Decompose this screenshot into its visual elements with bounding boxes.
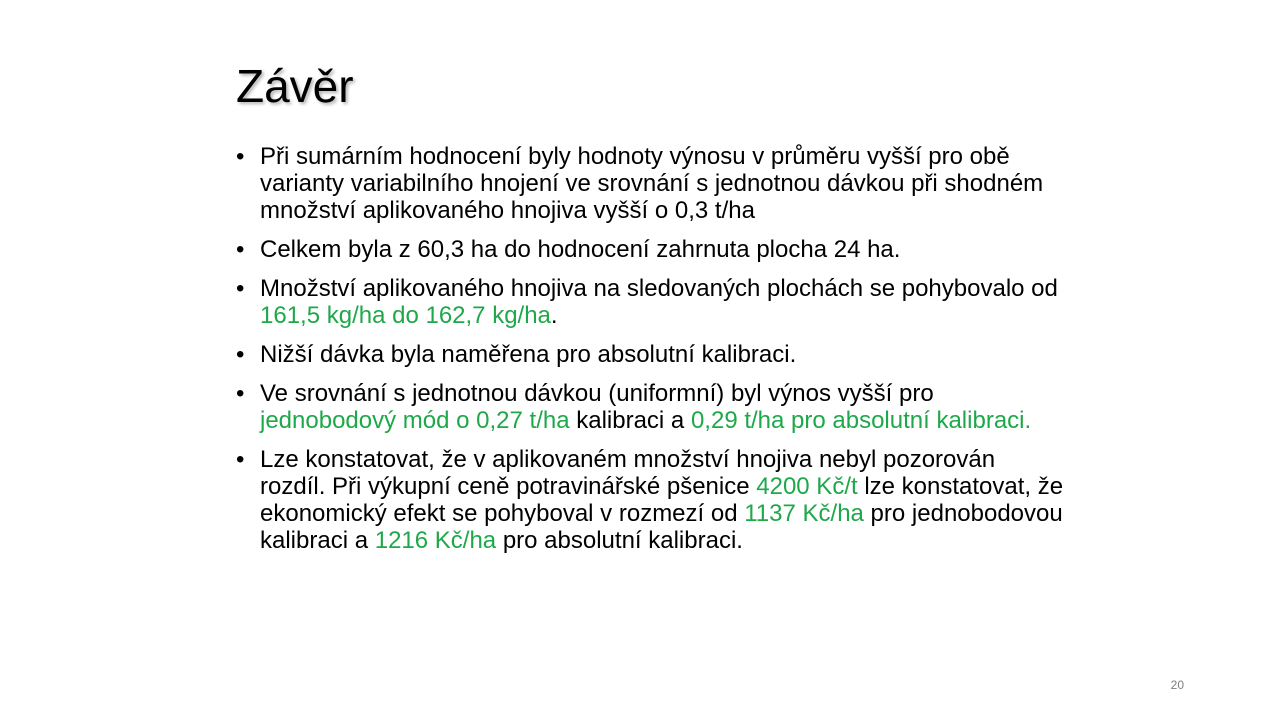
slide-title: Závěr [236, 60, 354, 112]
bullet-list [236, 143, 1066, 566]
bullet-text: lze konstatovat, že ekonomický efekt se pohyboval v rozmezí od [260, 473, 1064, 527]
bullet-item [236, 143, 1066, 224]
highlighted-text: jednobodový mód o 0,27 t/ha [260, 407, 570, 434]
bullet-item [236, 341, 1066, 368]
bullet-text: Celkem byla z 60,3 ha do hodnocení zahrnuta plocha 24 ha. [260, 236, 901, 263]
highlighted-text: 1137 Kč/ha [744, 500, 864, 527]
bullet-item [236, 236, 1066, 263]
bullet-text: Množství aplikovaného hnojiva na sledovaných plochách se pohybovalo od [260, 275, 1058, 302]
bullet-text: Při sumárním hodnocení byly hodnoty výnosu v průměru vyšší pro obě varianty variabilního hnojení ve srovnání s jednotnou dávkou při shodném množství aplikovaného hnojiva vyšší o 0,3 t/ha [260, 143, 1044, 224]
bullet-text: . [550, 302, 558, 329]
bullet-item [236, 275, 1066, 329]
highlighted-text: 161,5 kg/ha do 162,7 kg/ha [260, 302, 551, 329]
bullet-text: pro absolutní kalibraci. [496, 527, 743, 554]
bullet-text: pro jednobodovou kalibraci a [260, 500, 1063, 554]
highlighted-text: 4200 Kč/t [756, 473, 858, 500]
highlighted-text: 1216 Kč/ha [374, 527, 497, 554]
bullet-text: Nižší dávka byla naměřena pro absolutní kalibraci. [260, 341, 797, 368]
highlighted-text: 0,29 t/ha pro absolutní kalibraci. [690, 407, 1032, 434]
bullet-text: kalibraci a [569, 407, 691, 434]
bullet-text: Ve srovnání s jednotnou dávkou (uniformní) byl výnos vyšší pro [260, 380, 934, 407]
bullet-item [236, 380, 1066, 434]
bullet-item [236, 446, 1066, 554]
page-number: 20 [1170, 678, 1184, 692]
bullet-text: Lze konstatovat, že v aplikovaném množství hnojiva nebyl pozorován rozdíl. Při výkupní ceně potravinářské pšenice [260, 446, 996, 500]
